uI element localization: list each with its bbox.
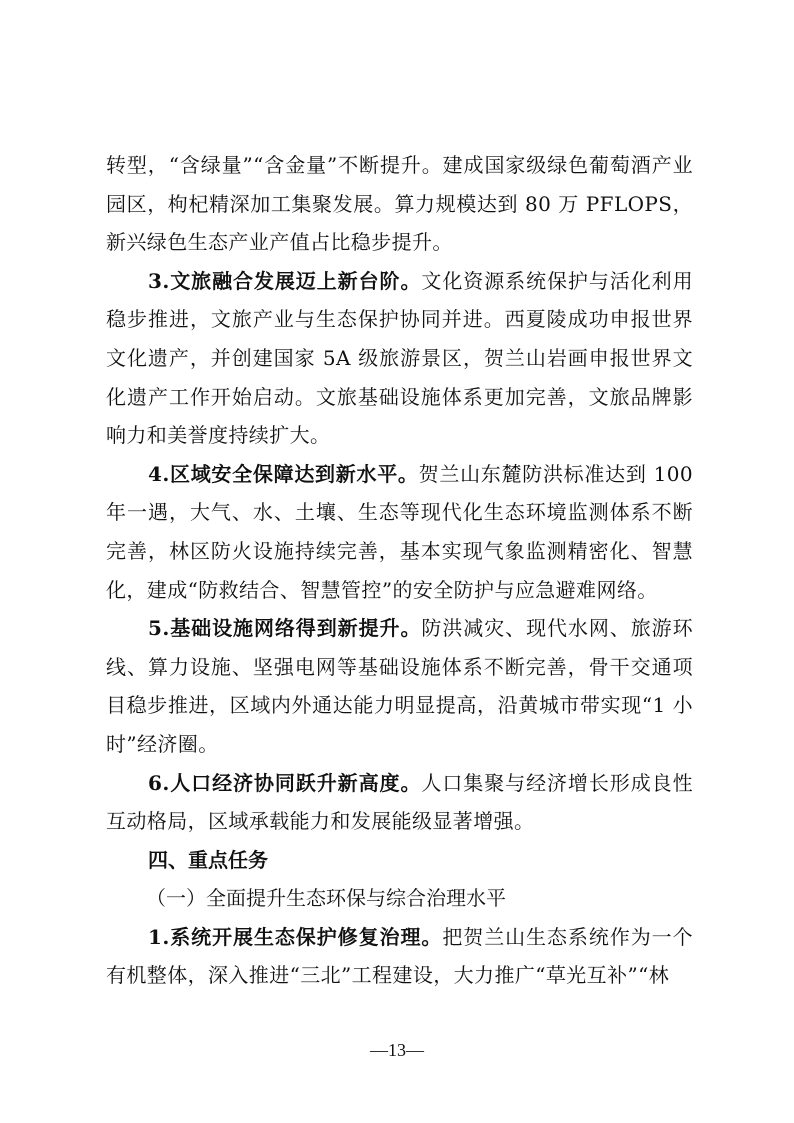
document-body — [106, 146, 693, 995]
page-number: —13— — [370, 1040, 424, 1060]
paragraph-text: 文化资源系统保护与活化利用稳步推进，文旅产业与生态保护协同并进。西夏陵成功申报世界文化遗产，并创建国家 5A 级旅游景区，贺兰山岩画申报世界文化遗产工作开始启动。文旅基础设施体系更加完善，文旅品牌影响力和美誉度持续扩大。 — [106, 268, 693, 448]
paragraph-ecological-restoration — [106, 918, 693, 995]
paragraph-regional-security — [106, 455, 693, 609]
paragraph-text: 转型，“含绿量”“含金量”不断提升。建成国家级绿色葡萄酒产业园区，枸杞精深加工集聚发展。算力规模达到 80 万 PFLOPS，新兴绿色生态产业产值占比稳步提升。 — [106, 153, 693, 255]
paragraph-lead: 6.人口经济协同跃升新高度。 — [148, 770, 422, 795]
section-heading: 四、重点任务 — [148, 847, 268, 872]
paragraph-infrastructure — [106, 609, 693, 763]
paragraph-culture-tourism — [106, 262, 693, 455]
paragraph-lead: 3.文旅融合发展迈上新台阶。 — [148, 268, 422, 293]
paragraph-lead: 1.系统开展生态保护修复治理。 — [148, 924, 443, 949]
paragraph-lead: 4.区域安全保障达到新水平。 — [148, 461, 419, 486]
paragraph-lead: 5.基础设施网络得到新提升。 — [148, 616, 422, 641]
paragraph-text: 防洪减灾、现代水网、旅游环线、算力设施、坚强电网等基础设施体系不断完善，骨干交通项目稳步推进，区域内外通达能力明显提高，沿黄城市带实现“1 小时”经济圈。 — [106, 616, 693, 756]
paragraph-population-economy — [106, 764, 693, 841]
paragraph-text: 人口集聚与经济增长形成良性互动格局，区域承载能力和发展能级显著增强。 — [106, 770, 693, 834]
subsection-heading: （一）全面提升生态环保与综合治理水平 — [146, 886, 506, 911]
paragraph-continuation — [106, 146, 693, 262]
paragraph-text: 贺兰山东麓防洪标准达到 100 年一遇，大气、水、土壤、生态等现代化生态环境监测体系不断完善，林区防火设施持续完善，基本实现气象监测精密化、智慧化，建成“防救结合、智慧管控”的安全防护与应急避难网络。 — [106, 461, 694, 602]
paragraph-text: 把贺兰山生态系统作为一个有机整体，深入推进“三北”工程建设，大力推广“草光互补”“林 — [106, 924, 693, 988]
